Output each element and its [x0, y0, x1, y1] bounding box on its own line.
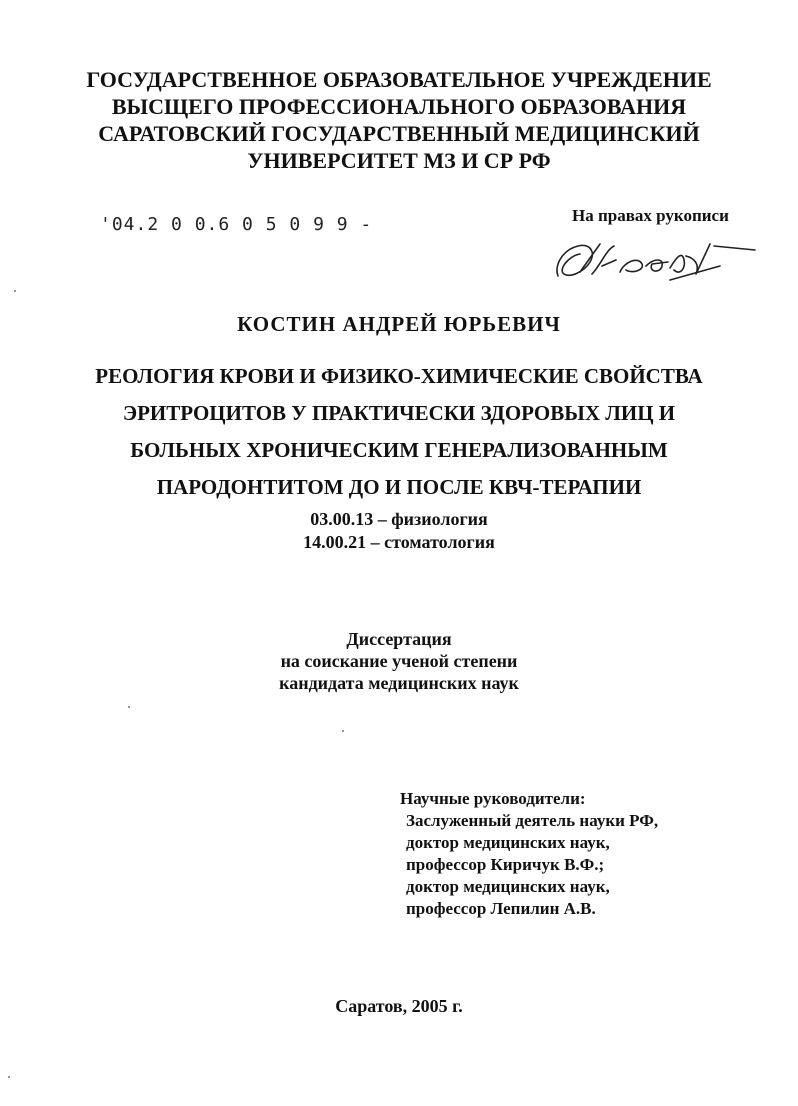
supervisors-block [400, 788, 658, 920]
specialty-line: 03.00.13 – физиология [310, 509, 488, 529]
supervisor-line: доктор медицинских наук, [406, 833, 610, 852]
scan-speck [342, 730, 344, 732]
rights-note: На правах рукописи [572, 206, 729, 225]
supervisors-heading: Научные руководители: [400, 789, 586, 808]
institution-line: ВЫСЩЕГО ПРОФЕССИОНАЛЬНОГО ОБРАЗОВАНИЯ [111, 94, 687, 119]
degree-line: на соискание ученой степени [280, 651, 518, 671]
title-line: РЕОЛОГИЯ КРОВИ И ФИЗИКО-ХИМИЧЕСКИЕ СВОЙСТВА [95, 364, 703, 388]
institution-line: ГОСУДАРСТВЕННОЕ ОБРАЗОВАТЕЛЬНОЕ УЧРЕЖДЕНИЕ [86, 67, 712, 92]
title-line: ПАРОДОНТИТОМ ДО И ПОСЛЕ КВЧ-ТЕРАПИИ [156, 475, 642, 499]
author-name: КОСТИН АНДРЕЙ ЮРЬЕВИЧ [237, 312, 561, 336]
degree-heading: Диссертация [346, 629, 452, 649]
institution-line: САРАТОВСКИЙ ГОСУДАРСТВЕННЫЙ МЕДИЦИНСКИЙ [98, 121, 700, 146]
institution-line: УНИВЕРСИТЕТ МЗ И СР РФ [247, 148, 551, 173]
specialties [0, 508, 798, 554]
title-line: ЭРИТРОЦИТОВ У ПРАКТИЧЕСКИ ЗДОРОВЫХ ЛИЦ И [122, 401, 676, 425]
supervisor-line: доктор медицинских наук, [406, 877, 610, 896]
signature-image [550, 236, 760, 288]
stamp-code: '04.2 0 0.6 0 5 0 9 9 - [100, 214, 373, 235]
degree-block [0, 628, 798, 694]
scan-speck [14, 290, 16, 292]
supervisor-line: профессор Киричук В.Ф.; [406, 855, 605, 874]
supervisor-line: профессор Лепилин А.В. [406, 899, 596, 918]
city-year: Саратов, 2005 г. [335, 996, 463, 1016]
dissertation-title [0, 358, 798, 506]
supervisor-line: Заслуженный деятель науки РФ, [406, 811, 659, 830]
scan-speck [128, 706, 130, 708]
institution-header [0, 66, 798, 174]
title-line: БОЛЬНЫХ ХРОНИЧЕСКИМ ГЕНЕРАЛИЗОВАННЫМ [130, 438, 668, 462]
scan-speck [8, 1076, 10, 1078]
specialty-line: 14.00.21 – стоматология [303, 532, 495, 552]
degree-line: кандидата медицинских наук [279, 673, 519, 693]
